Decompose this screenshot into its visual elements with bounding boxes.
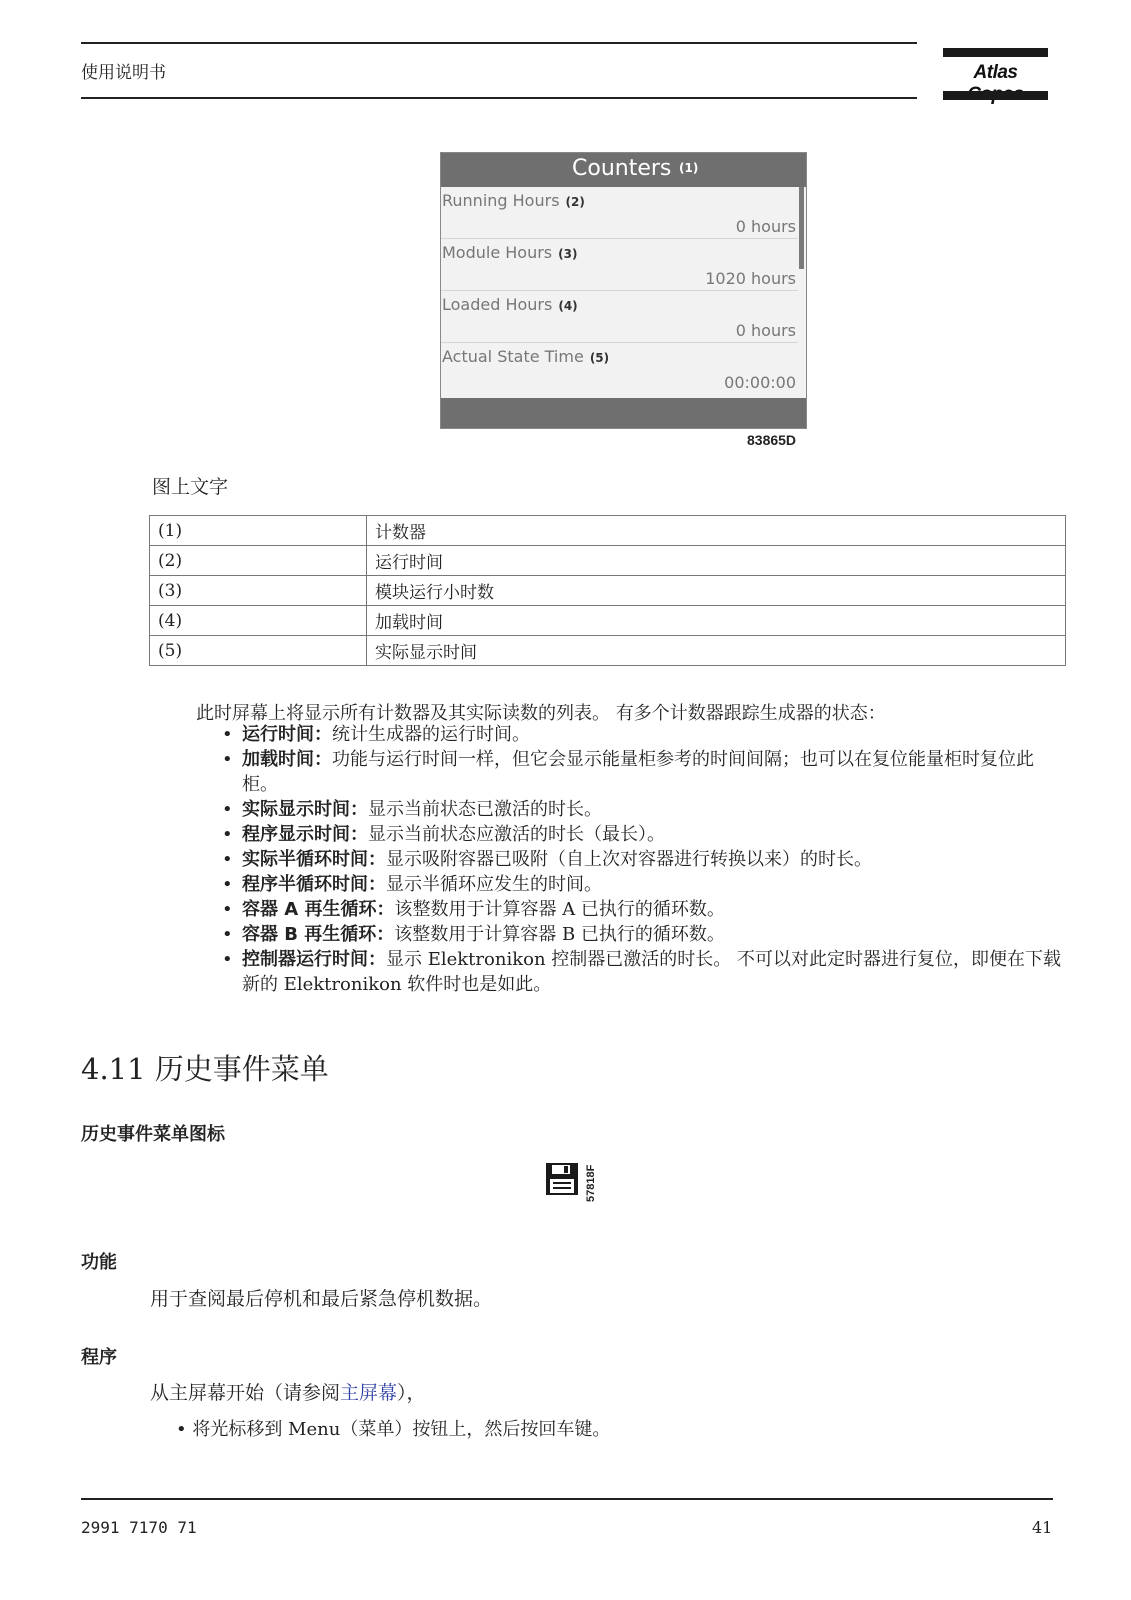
- counter-row-loaded-hours: [441, 291, 798, 343]
- legend-key: (3): [150, 576, 367, 606]
- counter-callout: (3): [558, 247, 578, 261]
- list-item: • 控制器运行时间：显示 Elektronikon 控制器已激活的时长。 不可以对此定时器进行复位，即便在下载新的 Elektronikon 软件时也是如此。: [222, 947, 1062, 997]
- floppy-disk-icon: [545, 1162, 579, 1196]
- counters-screen: [440, 152, 807, 429]
- procedure-heading: 程序: [81, 1347, 117, 1368]
- screen-header: [441, 153, 806, 187]
- table-row: [150, 636, 1066, 666]
- main-screen-link[interactable]: 主屏幕: [340, 1382, 398, 1404]
- icon-heading: 历史事件菜单图标: [81, 1124, 225, 1145]
- function-text: 用于查阅最后停机和最后紧急停机数据。: [150, 1288, 493, 1310]
- logo-text: Atlas: [973, 62, 1018, 83]
- list-item: • 容器 A 再生循环：该整数用于计算容器 A 已执行的循环数。: [222, 897, 1062, 922]
- counter-bullet-list: [222, 722, 1062, 997]
- counter-label: Running Hours: [442, 191, 560, 210]
- history-menu-icon-figure: [545, 1158, 605, 1206]
- table-row: [150, 546, 1066, 576]
- header-title: 使用说明书: [81, 63, 166, 83]
- legend-text: 运行时间: [367, 546, 1066, 576]
- header-top-rule: [81, 42, 917, 44]
- counter-callout: (2): [565, 195, 585, 209]
- doc-number: 2991 7170 71: [81, 1518, 197, 1537]
- list-item: • 实际显示时间：显示当前状态已激活的时长。: [222, 797, 1062, 822]
- counter-row-running-hours: [441, 187, 798, 239]
- screen-footer-bar: [441, 398, 806, 428]
- counter-value: 0 hours: [735, 321, 796, 340]
- legend-key: (5): [150, 636, 367, 666]
- table-row: [150, 576, 1066, 606]
- list-item: • 程序半循环时间：显示半循环应发生的时间。: [222, 872, 1062, 897]
- counter-label: Actual State Time: [442, 347, 584, 366]
- procedure-step: • 将光标移到 Menu（菜单）按钮上，然后按回车键。: [176, 1419, 611, 1440]
- procedure-text: 从主屏幕开始（请参阅主屏幕），: [150, 1382, 426, 1404]
- list-item: • 实际半循环时间：显示吸附容器已吸附（自上次对容器进行转换以来）的时长。: [222, 847, 1062, 872]
- counter-value: 0 hours: [735, 217, 796, 236]
- icon-figure-id: 57818F: [585, 1164, 597, 1202]
- list-item: • 加载时间：功能与运行时间一样，但它会显示能量柜参考的时间间隔；也可以在复位能量柜时复位此柜。: [222, 747, 1062, 797]
- footer-rule: [81, 1498, 1053, 1500]
- table-row: [150, 606, 1066, 636]
- legend-key: (2): [150, 546, 367, 576]
- counter-label: Module Hours: [442, 243, 553, 262]
- counter-row-actual-state-time: [441, 343, 798, 394]
- figure-caption: 图上文字: [152, 476, 229, 498]
- counter-callout: (5): [589, 351, 610, 365]
- function-heading: 功能: [81, 1252, 117, 1273]
- legend-key: (4): [150, 606, 367, 636]
- counter-label: Loaded Hours: [442, 295, 553, 314]
- legend-text: 实际显示时间: [367, 636, 1066, 666]
- legend-text: 模块运行小时数: [367, 576, 1066, 606]
- counter-row-module-hours: [441, 239, 798, 291]
- counter-value: 1020 hours: [705, 269, 796, 288]
- page-number: 41: [1032, 1518, 1053, 1537]
- legend-key: (1): [150, 516, 367, 546]
- screen-title-callout: (1): [679, 161, 699, 175]
- intro-paragraph: 此时屏幕上将显示所有计数器及其实际读数的列表。 有多个计数器跟踪生成器的状态：: [196, 703, 886, 724]
- screen-scrollbar: [799, 187, 804, 269]
- screen-title: Counters: [572, 156, 672, 181]
- figure-id: 83865D: [747, 432, 797, 448]
- legend-table: [149, 515, 1066, 666]
- list-item: • 程序显示时间：显示当前状态应激活的时长（最长）。: [222, 822, 1062, 847]
- list-item: • 运行时间：统计生成器的运行时间。: [222, 722, 1062, 747]
- header-bottom-rule: [81, 97, 917, 99]
- section-title: 4.11 历史事件菜单: [81, 1052, 329, 1086]
- counter-value: 00:00:00: [724, 373, 796, 392]
- list-item: • 容器 B 再生循环：该整数用于计算容器 B 已执行的循环数。: [222, 922, 1062, 947]
- legend-text: 加载时间: [367, 606, 1066, 636]
- legend-text: 计数器: [367, 516, 1066, 546]
- atlas-copco-logo: [943, 48, 1048, 100]
- counter-callout: (4): [558, 299, 578, 313]
- table-row: [150, 516, 1066, 546]
